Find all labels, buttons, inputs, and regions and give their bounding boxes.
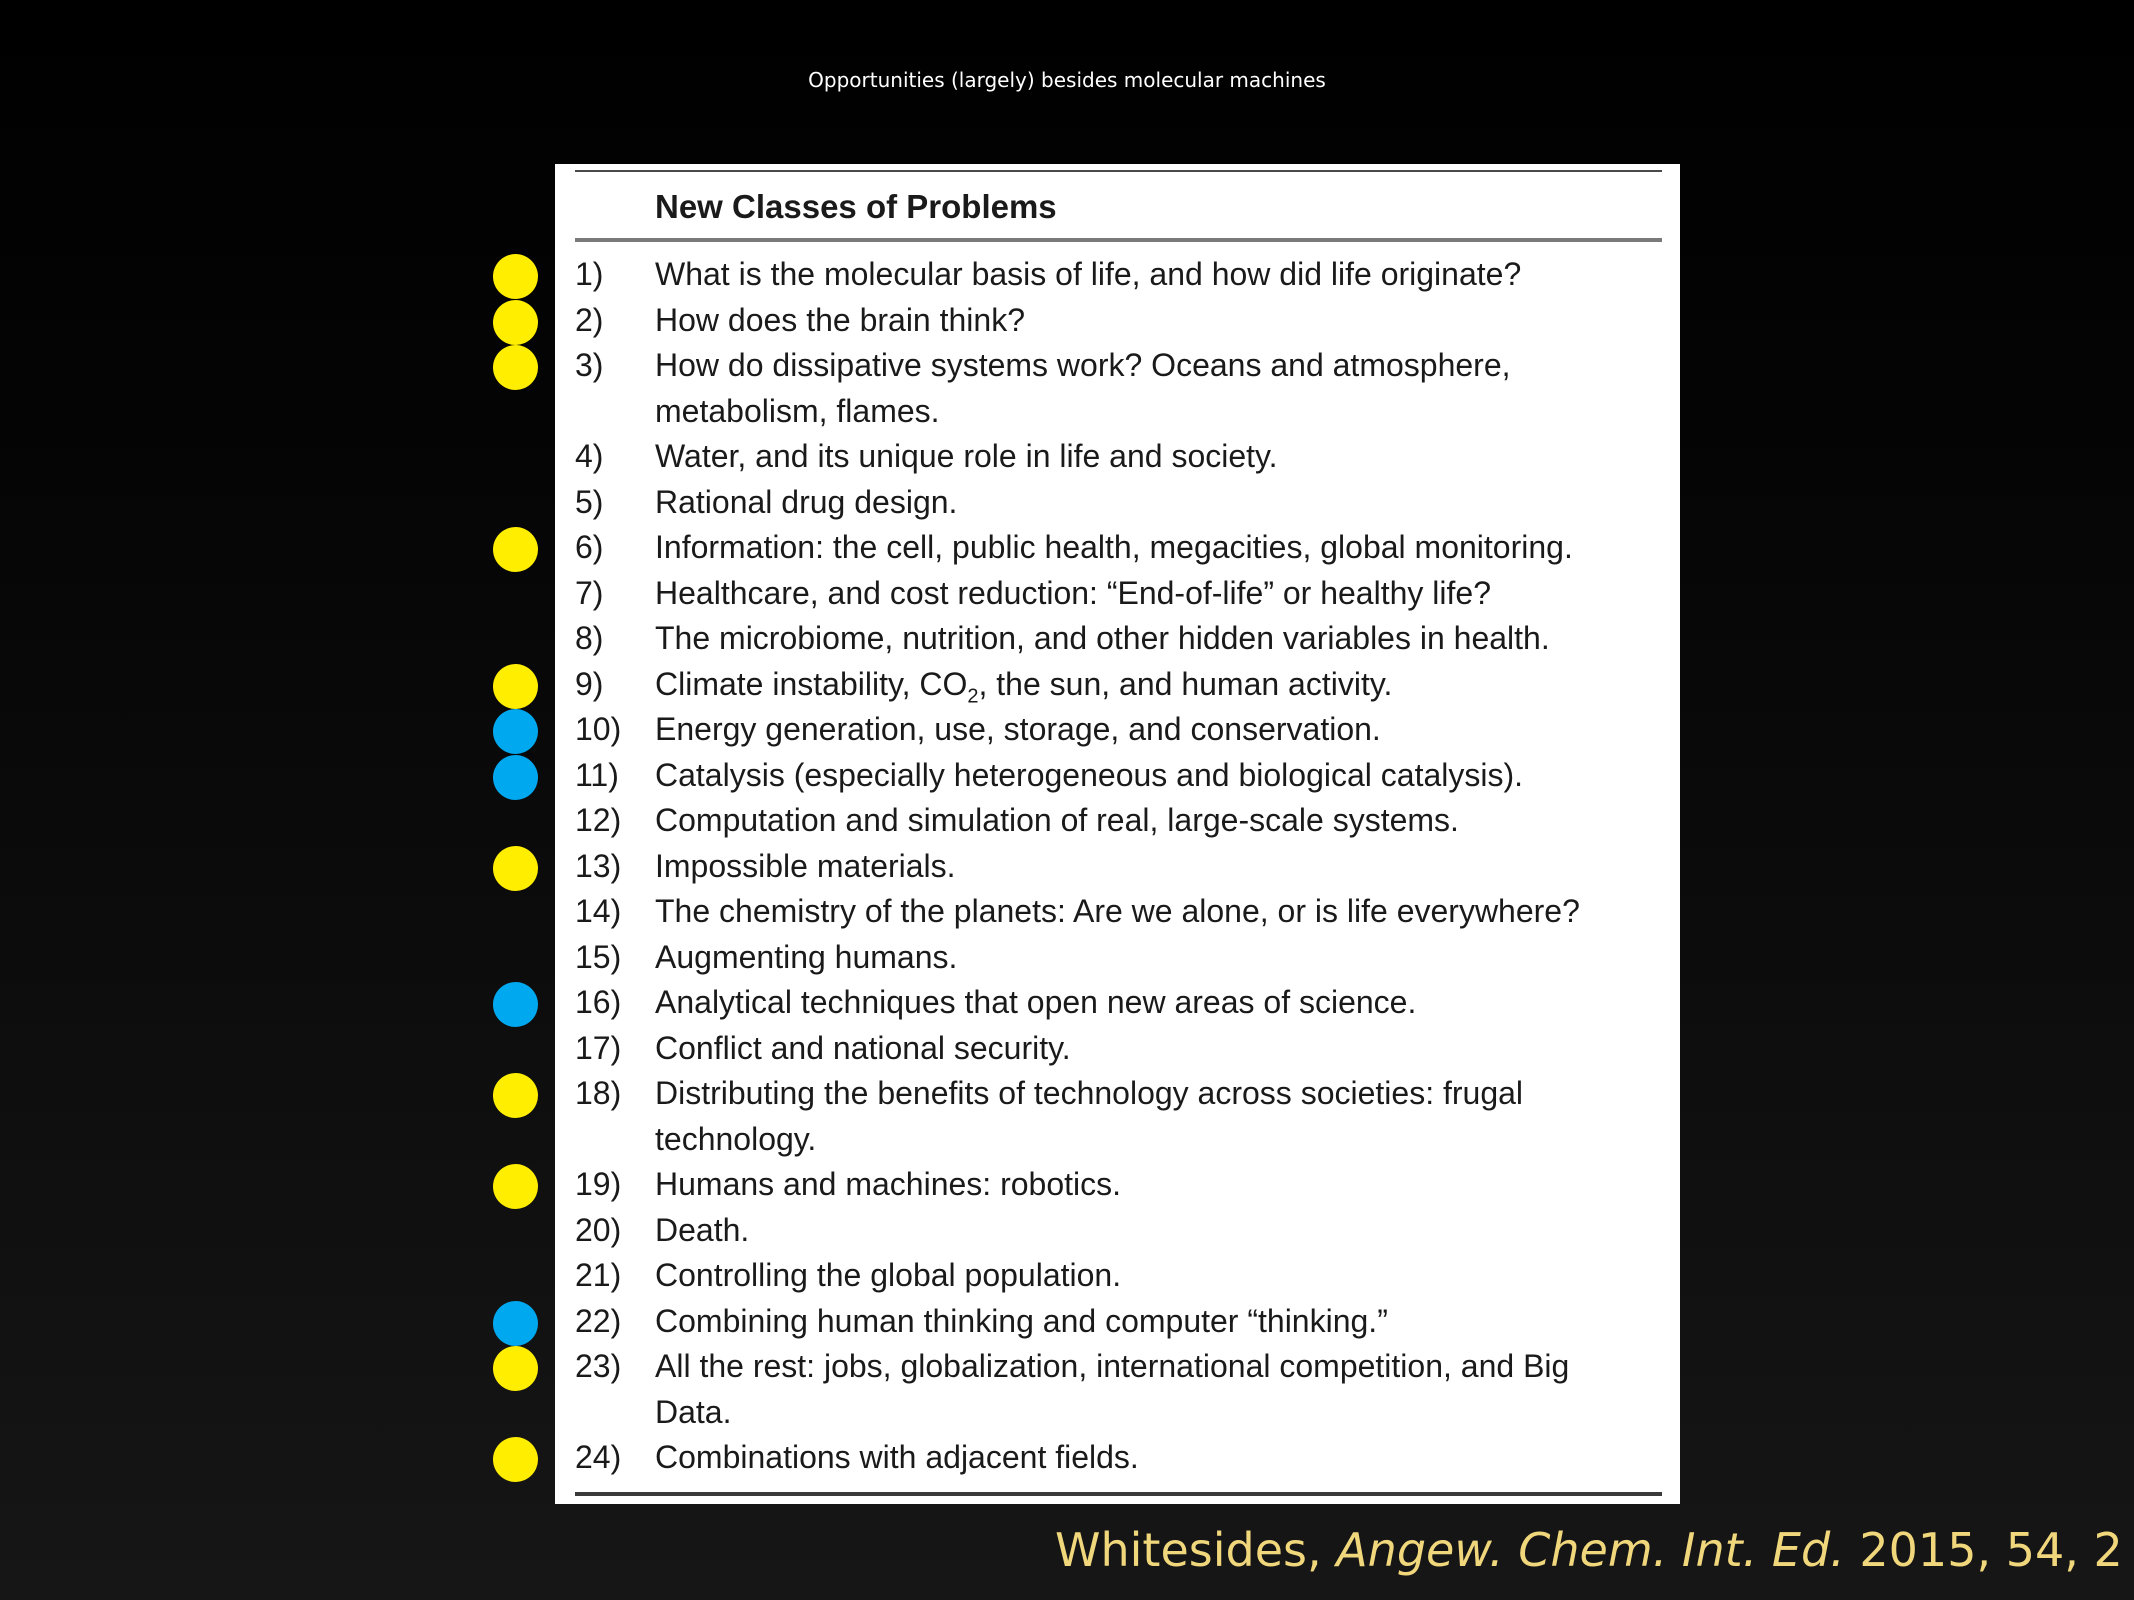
yellow-marker-dot [493, 1073, 538, 1118]
item-line: Catalysis (especially heterogeneous and biological catalysis). [655, 756, 1524, 793]
yellow-marker-dot [493, 345, 538, 390]
item-text [655, 571, 1665, 617]
item-text [655, 707, 1665, 753]
item-text [655, 1299, 1665, 1345]
list-item [555, 298, 1680, 344]
item-text [655, 935, 1665, 981]
item-number: 7) [575, 574, 604, 611]
item-line: Analytical techniques that open new areas of science. [655, 984, 1417, 1020]
item-text [655, 525, 1665, 571]
yellow-marker-dot [493, 1164, 538, 1209]
item-line: Controlling the global population. [655, 1257, 1122, 1293]
item-number: 15) [575, 938, 622, 975]
item-line: Death. [655, 1211, 750, 1248]
item-text-part: Climate instability, CO [655, 665, 968, 702]
list-item [555, 662, 1680, 708]
item-line: All the rest: jobs, globalization, international competition, and Big [655, 1348, 1570, 1384]
yellow-marker-dot [493, 527, 538, 572]
item-line: technology. [655, 1120, 817, 1157]
list-item [555, 889, 1680, 935]
item-number: 13) [575, 847, 622, 884]
list-item [555, 525, 1680, 571]
item-text [655, 616, 1665, 662]
list-item [555, 1344, 1680, 1435]
item-number: 11) [575, 756, 619, 793]
list-item [555, 1162, 1680, 1208]
item-number: 3) [575, 347, 604, 383]
blue-marker-dot [493, 755, 538, 800]
item-number: 18) [575, 1075, 622, 1111]
list-item [555, 343, 1680, 434]
item-number: 24) [575, 1439, 622, 1475]
yellow-marker-dot [493, 254, 538, 299]
yellow-marker-dot [493, 1437, 538, 1482]
list-item [555, 980, 1680, 1026]
item-line: How does the brain think? [655, 301, 1025, 338]
list-item [555, 844, 1680, 890]
item-line: Conflict and national security. [655, 1029, 1071, 1066]
list-item [555, 707, 1680, 753]
slide-title: Opportunities (largely) besides molecular machines [808, 68, 1326, 92]
list-item [555, 1071, 1680, 1162]
yellow-marker-dot [493, 300, 538, 345]
item-number: 2) [575, 301, 604, 338]
list-item [555, 1026, 1680, 1072]
item-text [655, 753, 1665, 799]
problems-table [555, 164, 1680, 1504]
item-line: Augmenting humans. [655, 938, 958, 975]
item-number: 19) [575, 1166, 622, 1202]
item-line [655, 662, 1665, 708]
item-number: 17) [575, 1029, 622, 1066]
item-number: 16) [575, 984, 622, 1020]
table-bottom-rule [575, 1492, 1662, 1496]
list-item [555, 1299, 1680, 1345]
item-line: Distributing the benefits of technology across societies: frugal [655, 1075, 1524, 1111]
item-text-part: , the sun, and human activity. [978, 665, 1393, 702]
item-number: 12) [575, 802, 622, 838]
item-line: Healthcare, and cost reduction: “End-of-life” or healthy life? [655, 574, 1491, 611]
item-text [655, 1026, 1665, 1072]
item-number: 6) [575, 529, 604, 565]
list-item [555, 434, 1680, 480]
table-top-rule [575, 170, 1662, 172]
item-line: Combinations with adjacent fields. [655, 1439, 1139, 1475]
item-text [655, 1344, 1665, 1435]
item-number: 4) [575, 438, 604, 474]
item-text [655, 434, 1665, 480]
item-line: Combining human thinking and computer “thinking.” [655, 1302, 1388, 1339]
item-line: Computation and simulation of real, large-scale systems. [655, 802, 1459, 838]
table-heading: New Classes of Problems [655, 188, 1057, 225]
item-line: metabolism, flames. [655, 392, 940, 429]
item-number: 9) [575, 665, 604, 702]
item-text [655, 343, 1665, 434]
item-text [655, 844, 1665, 890]
item-number: 10) [575, 711, 622, 747]
item-text [655, 798, 1665, 844]
citation-journal: Angew. Chem. Int. Ed. [1336, 1523, 1845, 1577]
item-text [655, 298, 1665, 344]
list-item [555, 1435, 1680, 1481]
item-number: 22) [575, 1302, 622, 1339]
yellow-marker-dot [493, 846, 538, 891]
item-line: Energy generation, use, storage, and conservation. [655, 711, 1381, 747]
item-text [655, 889, 1665, 935]
item-line: Humans and machines: robotics. [655, 1166, 1121, 1202]
list-item [555, 571, 1680, 617]
item-number: 1) [575, 256, 604, 292]
item-line: The chemistry of the planets: Are we alone, or is life everywhere? [655, 893, 1580, 929]
list-item [555, 616, 1680, 662]
item-line: Impossible materials. [655, 847, 956, 884]
item-text [655, 1253, 1665, 1299]
item-text [655, 1162, 1665, 1208]
item-line: Data. [655, 1393, 732, 1430]
yellow-marker-dot [493, 1346, 538, 1391]
item-text [655, 980, 1665, 1026]
blue-marker-dot [493, 1301, 538, 1346]
item-line: Water, and its unique role in life and society. [655, 438, 1278, 474]
item-text [655, 1208, 1665, 1254]
item-text [655, 1435, 1665, 1481]
blue-marker-dot [493, 709, 538, 754]
item-line: Rational drug design. [655, 483, 958, 520]
item-line: How do dissipative systems work? Oceans and atmosphere, [655, 347, 1511, 383]
list-item [555, 753, 1680, 799]
item-line: The microbiome, nutrition, and other hidden variables in health. [655, 620, 1550, 656]
item-subscript: 2 [967, 684, 979, 707]
item-number: 21) [575, 1257, 622, 1293]
table-header-rule [575, 238, 1662, 242]
list-item [555, 1253, 1680, 1299]
citation [1055, 1518, 2123, 1582]
list-item [555, 1208, 1680, 1254]
item-text [655, 252, 1665, 298]
item-number: 20) [575, 1211, 622, 1248]
list-item [555, 798, 1680, 844]
item-number: 8) [575, 620, 604, 656]
item-number: 5) [575, 483, 604, 520]
item-text [655, 480, 1665, 526]
item-line: What is the molecular basis of life, and how did life originate? [655, 256, 1522, 292]
item-number: 23) [575, 1348, 622, 1384]
list-item [555, 935, 1680, 981]
citation-author: Whitesides, [1055, 1523, 1337, 1577]
problem-list [555, 252, 1680, 1481]
yellow-marker-dot [493, 664, 538, 709]
list-item [555, 480, 1680, 526]
item-text [655, 662, 1665, 708]
citation-details: 2015, 54, 2 [1844, 1523, 2123, 1577]
blue-marker-dot [493, 982, 538, 1027]
list-item [555, 252, 1680, 298]
item-line: Information: the cell, public health, megacities, global monitoring. [655, 529, 1573, 565]
item-number: 14) [575, 893, 622, 929]
item-text [655, 1071, 1665, 1162]
